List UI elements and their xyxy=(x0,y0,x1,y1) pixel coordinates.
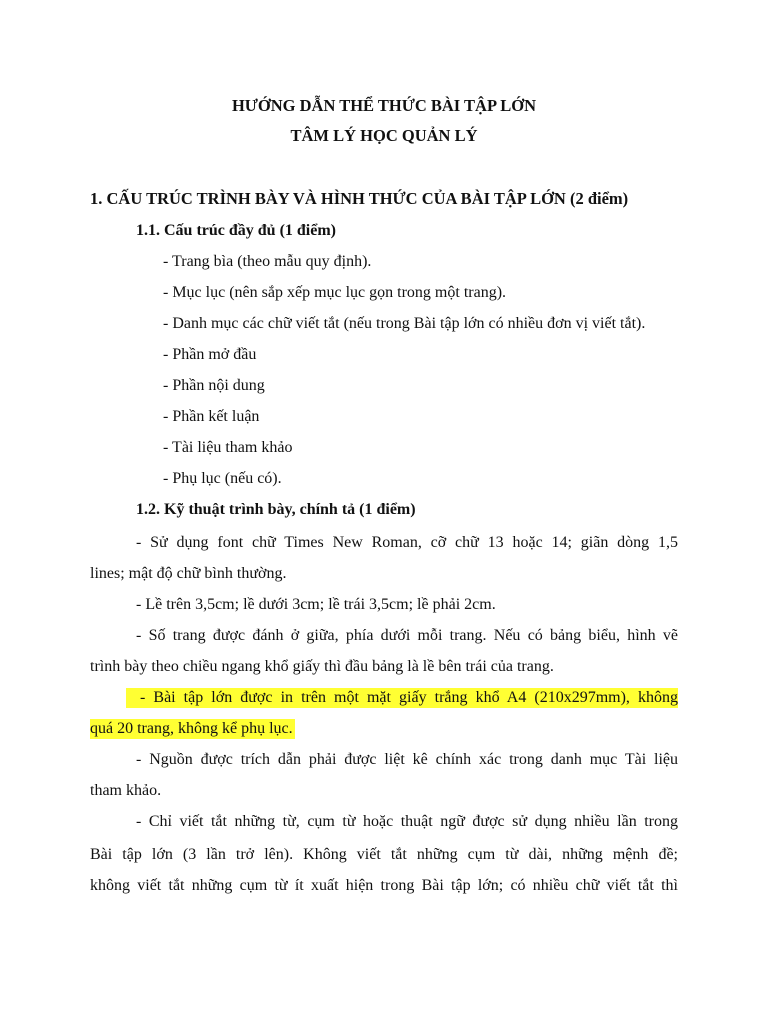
highlighted-paragraph-line-1: - Bài tập lớn được in trên một mặt giấy trắng khổ A4 (210x297mm), không xyxy=(126,688,678,708)
highlighted-paragraph-line-2: quá 20 trang, không kể phụ lục. xyxy=(90,720,293,737)
paragraph-font-line-2: lines; mật độ chữ bình thường. xyxy=(90,565,287,582)
paragraph-sources-line-2: tham khảo. xyxy=(90,782,162,799)
paragraph-sources-line-1: - Nguồn được trích dẫn phải được liệt kê chính xác trong danh mục Tài liệu xyxy=(136,751,678,768)
list-item: - Phụ lục (nếu có). xyxy=(163,470,282,487)
list-item: - Trang bìa (theo mẫu quy định). xyxy=(163,253,372,270)
paragraph-abbr-line-2: Bài tập lớn (3 lần trở lên). Không viết tắt những cụm từ dài, những mệnh đề; xyxy=(90,846,678,863)
paragraph-pages-line-1: - Số trang được đánh ở giữa, phía dưới mỗi trang. Nếu có bảng biểu, hình vẽ xyxy=(136,627,678,644)
paragraph-abbr-line-3: không viết tắt những cụm từ ít xuất hiện trong Bài tập lớn; có nhiều chữ viết tắt thì xyxy=(90,877,678,894)
list-item: - Tài liệu tham khảo xyxy=(163,439,293,456)
list-item: - Danh mục các chữ viết tắt (nếu trong Bài tập lớn có nhiều đơn vị viết tắt). xyxy=(163,315,646,332)
paragraph-abbr-line-1: - Chỉ viết tắt những từ, cụm từ hoặc thuật ngữ được sử dụng nhiều lần trong xyxy=(136,813,678,830)
paragraph-font-line-1: - Sử dụng font chữ Times New Roman, cỡ chữ 13 hoặc 14; giãn dòng 1,5 xyxy=(136,534,678,551)
title-line-1: HƯỚNG DẪN THỂ THỨC BÀI TẬP LỚN xyxy=(231,96,537,115)
subsection-1-2-heading: 1.2. Kỹ thuật trình bày, chính tả (1 điểm) xyxy=(136,501,416,518)
list-item: - Phần nội dung xyxy=(163,377,265,394)
list-item: - Phần mở đầu xyxy=(163,346,257,363)
paragraph-pages-line-2: trình bày theo chiều ngang khổ giấy thì đầu bảng là lề bên trái của trang. xyxy=(90,658,554,675)
title-line-2: TÂM LÝ HỌC QUẢN LÝ xyxy=(290,126,478,145)
list-item: - Phần kết luận xyxy=(163,408,260,425)
paragraph-margins: - Lề trên 3,5cm; lề dưới 3cm; lề trái 3,5cm; lề phải 2cm. xyxy=(136,596,496,613)
section-1-heading: 1. CẤU TRÚC TRÌNH BÀY VÀ HÌNH THỨC CỦA BÀI TẬP LỚN (2 điểm) xyxy=(90,189,629,208)
subsection-1-1-heading: 1.1. Cấu trúc đầy đủ (1 điểm) xyxy=(136,222,337,239)
list-item: - Mục lục (nên sắp xếp mục lục gọn trong một trang). xyxy=(163,284,507,301)
